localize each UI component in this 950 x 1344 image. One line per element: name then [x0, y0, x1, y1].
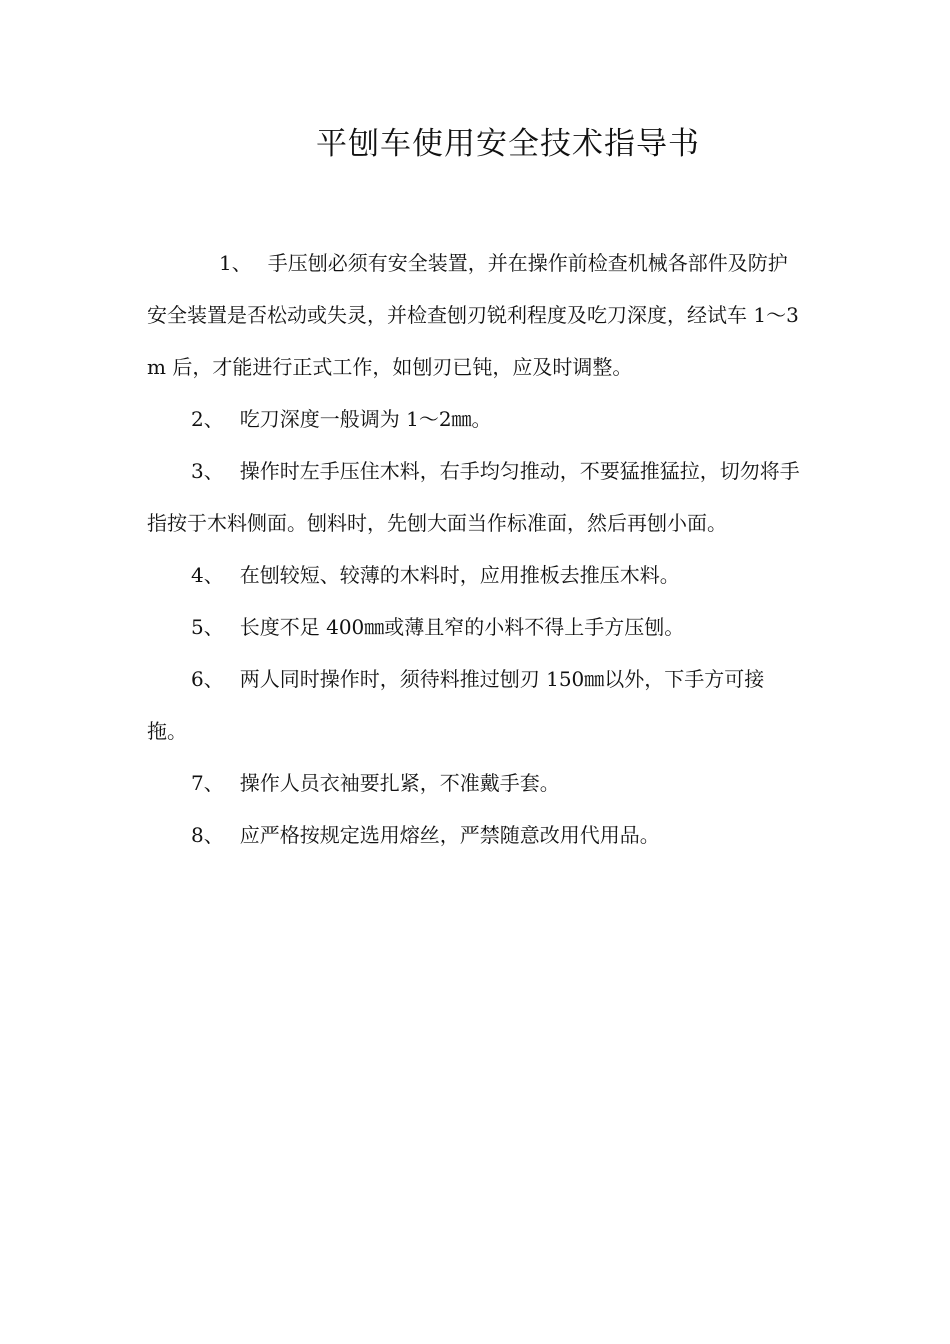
item-text: 在刨较短、较薄的木料时，应用推板去推压木料。 — [239, 563, 680, 587]
item-text: 操作人员衣袖要扎紧，不准戴手套。 — [239, 771, 560, 795]
item-text: 操作时左手压住木料，右手均匀推动，不要猛推猛拉，切勿将手指按于木料侧面。刨料时，先刨大面当作标准面，然后再刨小面。 — [147, 459, 800, 535]
list-item — [147, 601, 802, 653]
item-text: 长度不足 400㎜或薄且窄的小料不得上手方压刨。 — [239, 615, 685, 639]
list-item — [147, 445, 802, 549]
document-title: 平刨车使用安全技术指导书 — [316, 126, 700, 162]
item-number: 3、 — [191, 459, 224, 483]
list-item — [147, 393, 802, 445]
list-item — [147, 237, 802, 393]
list-item — [147, 653, 802, 757]
item-number: 8、 — [191, 823, 224, 847]
list-item — [147, 809, 802, 861]
item-number: 6、 — [191, 667, 224, 691]
item-text: 手压刨必须有安全装置，并在操作前检查机械各部件及防护安全装置是否松动或失灵，并检查刨刃锐利程度及吃刀深度，经试车 1～3 m 后，才能进行正式工作，如刨刃已钝，应及时调整。 — [147, 251, 799, 379]
item-number: 2、 — [191, 407, 224, 431]
list-item — [147, 549, 802, 601]
document-body — [147, 237, 802, 861]
item-number: 5、 — [191, 615, 224, 639]
item-number: 7、 — [191, 771, 224, 795]
item-text: 吃刀深度一般调为 1～2㎜。 — [239, 407, 492, 431]
item-number: 4、 — [191, 563, 224, 587]
list-item — [147, 757, 802, 809]
item-text: 应严格按规定选用熔丝，严禁随意改用代用品。 — [239, 823, 660, 847]
item-number: 1、 — [219, 251, 252, 275]
item-text: 两人同时操作时，须待料推过刨刃 150㎜以外，下手方可接拖。 — [147, 667, 765, 743]
